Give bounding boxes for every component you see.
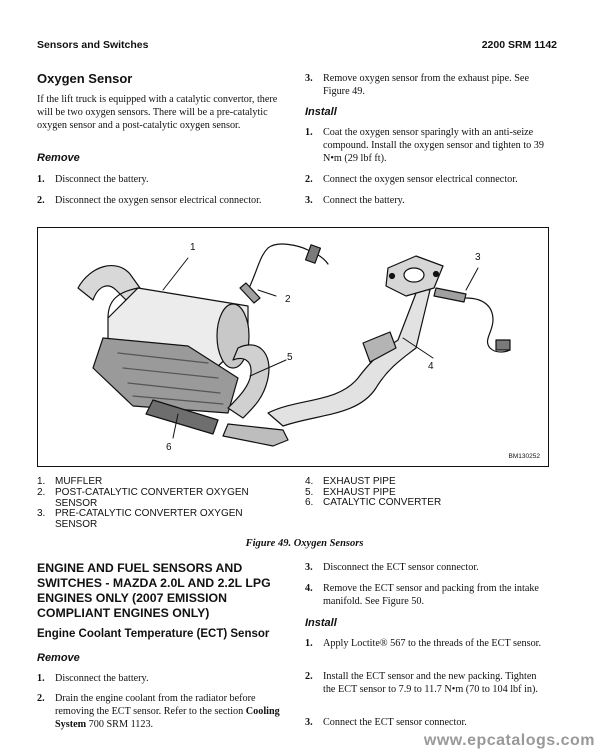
post-catalytic-sensor-connector [306, 245, 321, 263]
callout-6: 6 [166, 442, 172, 453]
legend-item: 5. EXHAUST PIPE [305, 487, 396, 498]
oxygen-install-heading: Install [305, 106, 337, 118]
figure-49-illustration [37, 227, 549, 467]
ect-remove-step: 2. Drain the engine coolant from the radiator before removing the ECT sensor. Refer to the section Cooling System 700 SRM 1123. [37, 693, 280, 730]
callout-4: 4 [428, 361, 434, 372]
watermark: www.epcatalogs.com [423, 732, 595, 749]
leader-1 [163, 258, 188, 290]
legend-item: 6. CATALYTIC CONVERTER [305, 497, 442, 508]
oxygen-install-step: 3. Connect the battery. [305, 195, 405, 206]
oxygen-remove-heading: Remove [37, 152, 80, 164]
page-header-section: Sensors and Switches [37, 39, 149, 51]
ect-install-step: 2. Install the ECT sensor and the new packing. Tighten the ECT sensor to 7.9 to 11.7 N•m (70 to 104 lbf in). [305, 671, 538, 695]
leader-2 [258, 290, 276, 296]
oxygen-intro: If the lift truck is equipped with a catalytic convertor, there will be two oxygen sensors. There will be a pre-catalytic oxygen sensor and a post-catalytic oxygen sensor. [37, 94, 278, 131]
figure-caption: Figure 49. Oxygen Sensors [245, 538, 364, 549]
ect-sensor-title: Engine Coolant Temperature (ECT) Sensor [37, 628, 270, 640]
ect-remove-heading: Remove [37, 652, 80, 664]
ect-install-heading: Install [305, 617, 337, 629]
legend-item: 3. PRE-CATALYTIC CONVERTER OXYGEN SENSOR [37, 508, 243, 530]
pre-catalytic-sensor-body [434, 288, 466, 302]
ect-remove-step: 1. Disconnect the battery. [37, 673, 149, 684]
ect-install-step: 3. Connect the ECT sensor connector. [305, 717, 467, 728]
oxygen-remove-step: 1. Disconnect the battery. [37, 174, 149, 185]
callout-5: 5 [287, 352, 293, 363]
oxygen-sensor-drawing [38, 228, 548, 466]
figure-code: BM130252 [508, 453, 540, 460]
oxygen-remove-step: 3. Remove oxygen sensor from the exhaust pipe. See Figure 49. [305, 73, 529, 97]
legend-item: 4. EXHAUST PIPE [305, 476, 396, 487]
ect-remove-step: 4. Remove the ECT sensor and packing from the intake manifold. See Figure 50. [305, 583, 539, 607]
leader-3 [466, 268, 478, 290]
ect-remove-step: 3. Disconnect the ECT sensor connector. [305, 562, 479, 573]
mounting-bracket [223, 424, 288, 446]
legend-item: 1. MUFFLER [37, 476, 103, 487]
page-header-doc-number: 2200 SRM 1142 [481, 39, 557, 51]
engine-section-title: ENGINE AND FUEL SENSORS AND SWITCHES - MAZDA 2.0L AND 2.2L LPG ENGINES ONLY (2007 EMISSION COMPLIANT ENGINES ONLY) [37, 561, 271, 620]
oxygen-sensor-title: Oxygen Sensor [37, 71, 133, 86]
oxygen-install-step: 2. Connect the oxygen sensor electrical connector. [305, 174, 518, 185]
pre-catalytic-sensor-connector [496, 340, 510, 350]
callout-2: 2 [285, 294, 291, 305]
oxygen-install-step: 1. Coat the oxygen sensor sparingly with an anti-seize compound. Install the oxygen sensor and tighten to 39 N•m (29 lbf ft). [305, 127, 544, 164]
callout-1: 1 [190, 242, 196, 253]
callout-3: 3 [475, 252, 481, 263]
ect-install-step: 1. Apply Loctite® 567 to the threads of the ECT sensor. [305, 638, 542, 649]
legend-item: 2. POST-CATALYTIC CONVERTER OXYGEN SENSOR [37, 487, 249, 509]
oxygen-remove-step: 2. Disconnect the oxygen sensor electrical connector. [37, 195, 262, 206]
